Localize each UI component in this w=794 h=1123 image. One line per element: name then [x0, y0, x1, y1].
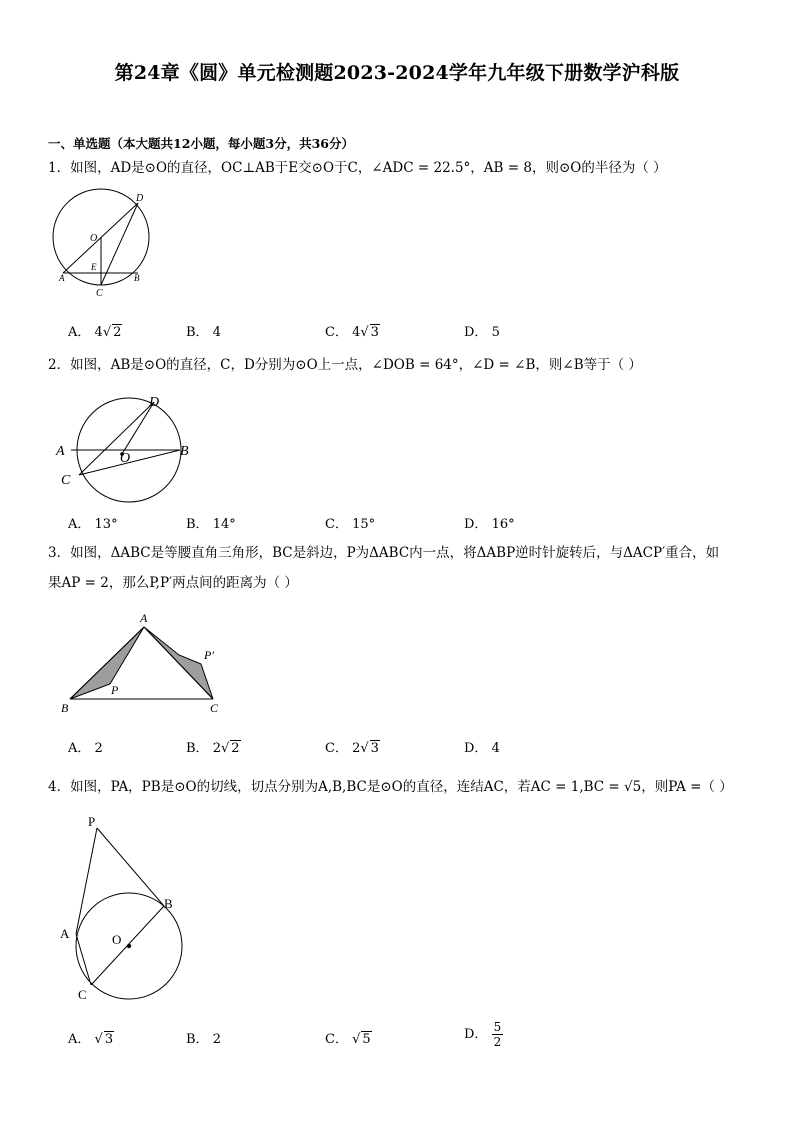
- question-4: [48, 772, 748, 802]
- label-e: E: [91, 262, 97, 272]
- option-a[interactable]: A． √ 3: [68, 1032, 114, 1047]
- figure-q3: [56, 610, 231, 720]
- label-p: P: [111, 683, 119, 697]
- option-a[interactable]: A． 2: [68, 741, 103, 756]
- label-c: C: [78, 987, 87, 1002]
- option-b[interactable]: B． 14°: [186, 517, 236, 532]
- option-d[interactable]: D． $\frac{5}{2}$: [464, 1020, 502, 1049]
- figure-q2: [52, 388, 202, 503]
- label-c: C: [96, 288, 103, 299]
- label-b: B: [164, 896, 173, 911]
- option-b[interactable]: B． 2√ 2: [186, 741, 240, 756]
- segment-ab: [70, 627, 144, 699]
- segment-cd: [79, 402, 154, 475]
- question-prompt-line1: 如图，ΔABC是等腰直角三角形，BC是斜边，P为ΔABC内一点，将ΔABP逆时针旋转后，与ΔACP′重合，如: [70, 545, 720, 561]
- option-b[interactable]: B． 2: [186, 1032, 221, 1047]
- option-b[interactable]: B． 4: [186, 325, 221, 340]
- label-a: A: [59, 273, 65, 283]
- question-prompt-line2: 果AP = 2，那么P,P′两点间的距离为（ ）: [48, 575, 298, 591]
- label-p: P: [88, 814, 96, 829]
- segment-ac: [144, 627, 213, 699]
- label-a: A: [140, 611, 148, 625]
- option-d[interactable]: D． 5: [464, 325, 500, 340]
- label-a: A: [60, 926, 70, 941]
- figure-q1: [48, 190, 158, 300]
- label-c: C: [210, 701, 219, 715]
- center-dot: [127, 944, 131, 948]
- label-o: O: [120, 451, 131, 466]
- option-c[interactable]: C． 4√ 3: [325, 325, 379, 340]
- figure-q4: [56, 810, 191, 1010]
- segment-pb: [97, 828, 164, 906]
- label-b: B: [134, 273, 140, 283]
- question-number: 2．: [48, 357, 71, 373]
- section-heading: 一、单选题（本大题共12小题，每小题3分，共36分）: [48, 136, 354, 151]
- option-d[interactable]: D． 4: [464, 741, 500, 756]
- label-d: D: [136, 193, 144, 204]
- option-a[interactable]: A． 4√ 2: [68, 325, 122, 340]
- question-number: 3．: [48, 545, 71, 561]
- option-a[interactable]: A． 13°: [68, 517, 118, 532]
- option-c[interactable]: C． 15°: [325, 517, 376, 532]
- page-title: 第24章《圆》单元检测题2023-2024学年九年级下册数学沪科版: [114, 62, 680, 84]
- label-c: C: [61, 473, 71, 488]
- question-1: [48, 153, 748, 183]
- question-prompt: 如图，AB是⊙O的直径，C，D分别为⊙O上一点，∠DOB = 64°，∠D = ∠B，则∠B等于（ ）: [70, 357, 642, 373]
- fraction: $\frac{5}{2}$: [493, 1020, 502, 1049]
- label-o: O: [112, 932, 122, 947]
- label-a: A: [56, 444, 65, 459]
- option-c[interactable]: C． √ 5: [325, 1032, 371, 1047]
- option-d[interactable]: D． 16°: [464, 517, 515, 532]
- segment-pa: [76, 828, 97, 934]
- question-2: [48, 350, 748, 380]
- option-c[interactable]: C． 2√ 3: [325, 741, 379, 756]
- label-o: O: [90, 233, 98, 244]
- label-b: B: [61, 701, 69, 715]
- question-3: [48, 538, 748, 598]
- question-number: 1．: [48, 160, 71, 176]
- label-d: D: [149, 395, 160, 410]
- question-number: 4．: [48, 779, 71, 795]
- question-prompt: 如图，AD是⊙O的直径，OC⊥AB于E交⊙O于C，∠ADC = 22.5°，AB = 8，则⊙O的半径为（ ）: [70, 160, 667, 176]
- label-p-prime: P′: [204, 648, 214, 662]
- question-prompt: 如图，PA，PB是⊙O的切线，切点分别为A,B,BC是⊙O的直径，连结AC，若AC = 1,BC = √5，则PA =（ ）: [70, 779, 733, 795]
- label-b: B: [180, 444, 189, 459]
